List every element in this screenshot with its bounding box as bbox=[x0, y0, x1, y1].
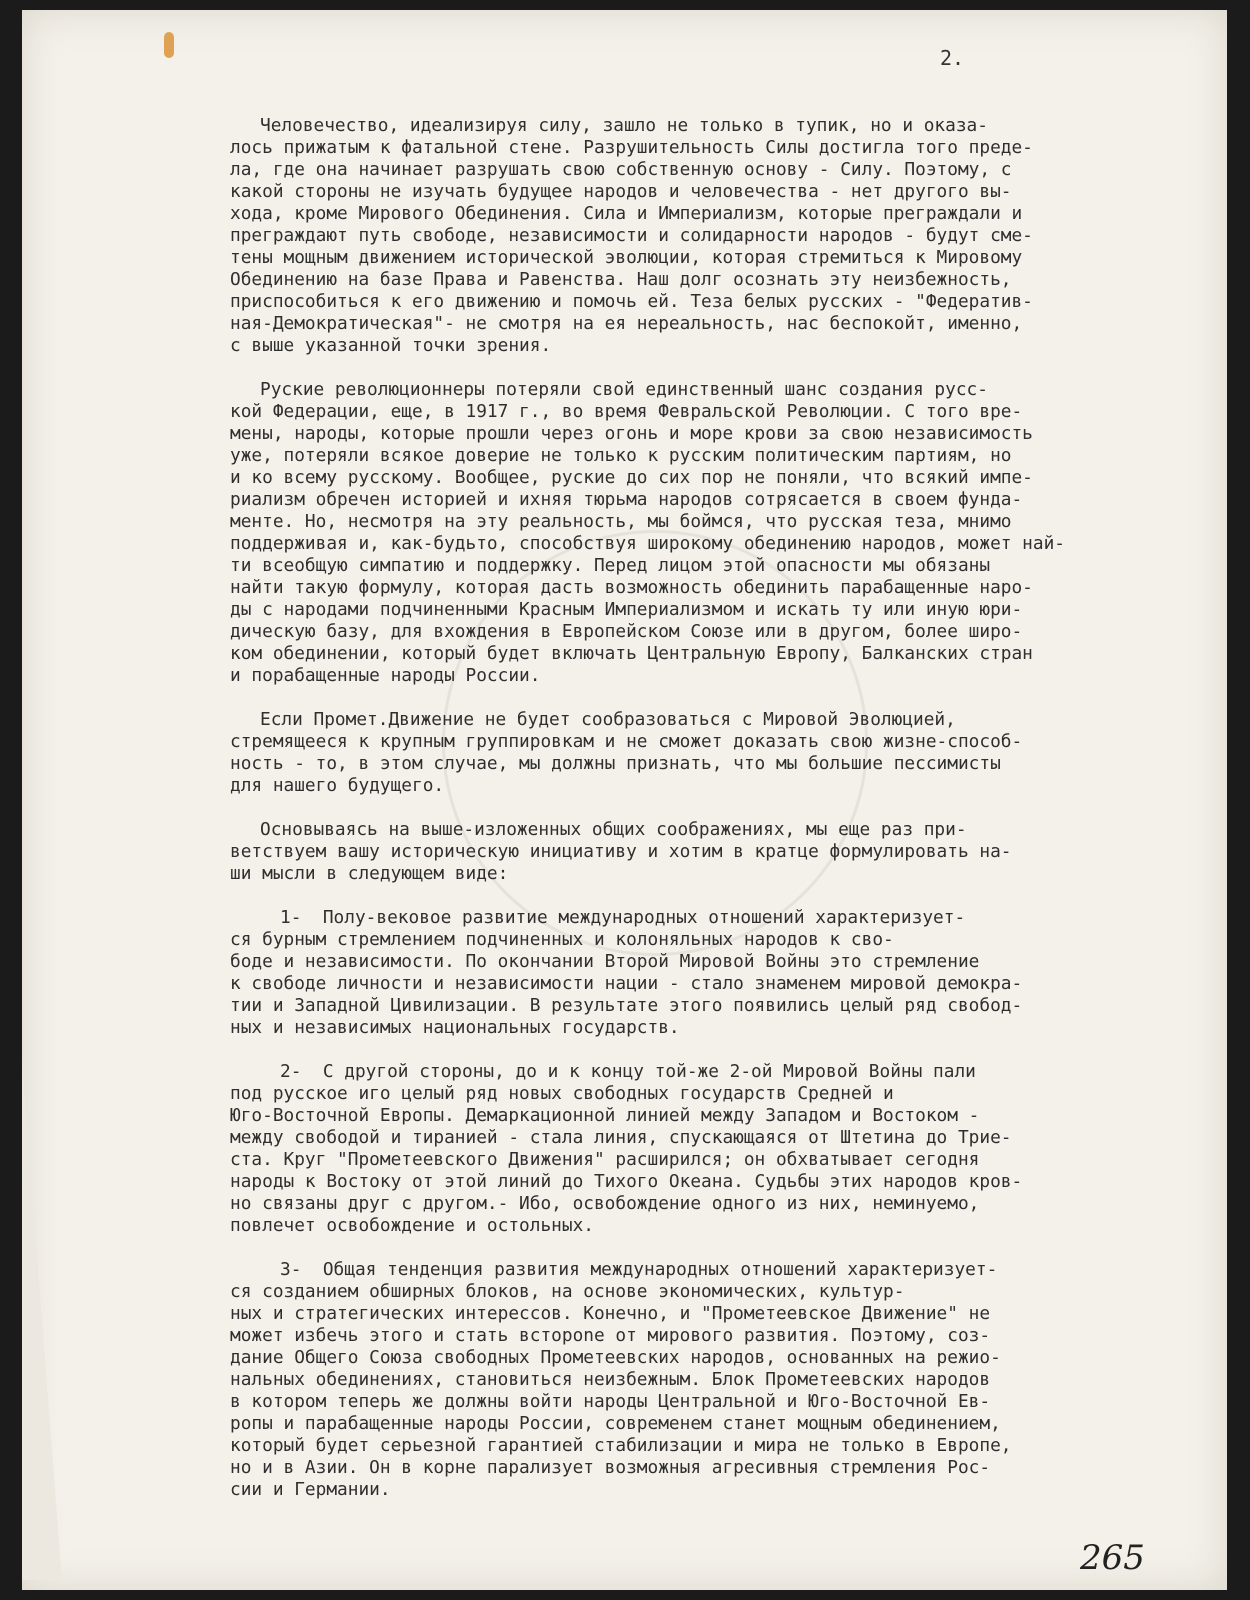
paragraph bbox=[230, 819, 1175, 885]
point-first-line bbox=[230, 1259, 1175, 1281]
text-line: ветствуем вашу историческую инициативу и хотим в кратце формулировать на- bbox=[230, 841, 1012, 862]
text-line: Руские революционнеры потеряли свой единственный шанс создания русс- bbox=[260, 379, 988, 400]
text-line: мены, народы, которые прошли через огонь и море крови за свою независимость bbox=[230, 423, 1033, 444]
text-line: сии и Германии. bbox=[230, 1479, 391, 1500]
numbered-point bbox=[230, 1061, 1175, 1237]
point-text: Полу-вековое развитие международных отношений характеризует- bbox=[322, 907, 966, 928]
point-number: 3- bbox=[280, 1259, 302, 1280]
text-line: в котором теперь же должны войти народы Центральной и Юго-Восточной Ев- bbox=[230, 1391, 991, 1412]
text-line: риализм обречен историей и ихняя тюрьма народов сотрясается в своем фунда- bbox=[230, 489, 1023, 510]
numbered-point bbox=[230, 907, 1175, 1039]
text-line: дание Общего Союза свободных Прометеевских народов, основанных на режио- bbox=[230, 1347, 1001, 1368]
text-line: ти всеобщую симпатию и поддержку. Перед лицом этой опасности мы обязаны bbox=[230, 555, 991, 576]
text-line: и ко всему русскому. Вообщее, руские до сих пор не поняли, что всякий импе- bbox=[230, 467, 1033, 488]
text-line: повлечет освобождение и остольных. bbox=[230, 1215, 594, 1236]
point-first-line bbox=[230, 907, 1175, 929]
text-line: с выше указанной точки зрения. bbox=[230, 335, 552, 356]
text-line: ды с народами подчиненными Красным Империализмом и искать ту или иную юри- bbox=[230, 599, 1023, 620]
text-line: Обединению на базе Права и Равенства. Наш долг осознать эту неизбежность, bbox=[230, 269, 1012, 290]
text-line: Основываясь на выше-изложенных общих соображениях, мы еще раз при- bbox=[260, 819, 967, 840]
text-line: ропы и парабащенные народы России, современем станет мощным обединением, bbox=[230, 1413, 1001, 1434]
text-line: ная-Демократическая"- не смотря на ея нереальность, нас беспокойт, именно, bbox=[230, 313, 1023, 334]
text-line: но и в Азии. Он в корне парализует возможныя агресивныя стремления Рос- bbox=[230, 1457, 991, 1478]
text-line: ность - то, в этом случае, мы должны признать, что мы большие пессимисты bbox=[230, 753, 1001, 774]
text-line: к свободе личности и независимости нации - стало знаменем мировой демокра- bbox=[230, 973, 1023, 994]
text-line: лось прижатым к фатальной стене. Разрушительность Силы достигла того преде- bbox=[230, 137, 1033, 158]
text-line: боде и независимости. По окончании Второй Мировой Войны это стремление bbox=[230, 951, 980, 972]
text-line: тии и Западной Цивилизации. В результате этого появились целый ряд свобод- bbox=[230, 995, 1023, 1016]
point-number: 2- bbox=[280, 1061, 302, 1082]
text-line: какой стороны не изучать будущее народов и человечества - нет другого вы- bbox=[230, 181, 1012, 202]
text-line: народы к Востоку от этой линий до Тихого Океана. Судьбы этих народов кров- bbox=[230, 1171, 1023, 1192]
text-line: Человечество, идеализируя силу, зашло не только в тупик, но и оказа- bbox=[260, 115, 988, 136]
text-line: ла, где она начинает разрушать свою собственную основу - Силу. Поэтому, с bbox=[230, 159, 1012, 180]
text-line: стремящееся к крупным группировкам и не сможет доказать свою жизне-способ- bbox=[230, 731, 1023, 752]
text-line: тены мощным движением исторической эволюции, которая стремиться к Мировому bbox=[230, 247, 1023, 268]
text-line: ста. Круг "Прометеевского Движения" расширился; он обхватывает сегодня bbox=[230, 1149, 980, 1170]
text-line: но связаны друг с другом.- Ибо, освобождение одного из них, неминуемо, bbox=[230, 1193, 980, 1214]
text-line: ши мысли в следующем виде: bbox=[230, 863, 509, 884]
text-line: между свободой и тиранией - стала линия, спускающаяся от Штетина до Трие- bbox=[230, 1127, 1012, 1148]
text-line: Если Промет.Движение не будет сообразоваться с Мировой Эволюцией, bbox=[260, 709, 956, 730]
text-line: кой Федерации, еще, в 1917 г., во время Февральской Революции. С того вре- bbox=[230, 401, 1023, 422]
text-line: ных и независимых национальных государств. bbox=[230, 1017, 680, 1038]
text-line: поддерживая и, как-будьто, способствуя широкому обединению народов, может най- bbox=[230, 533, 1066, 554]
text-line: нальных обединениях, становиться неизбежным. Блок Прометеевских народов bbox=[230, 1369, 991, 1390]
point-number: 1- bbox=[280, 907, 302, 928]
text-line: и порабащенные народы России. bbox=[230, 665, 541, 686]
handwritten-folio-number: 265 bbox=[1080, 1538, 1145, 1578]
page-number: 2. bbox=[940, 46, 965, 70]
point-first-line bbox=[230, 1061, 1175, 1083]
paper-fold bbox=[22, 1060, 62, 1580]
text-line: под русское иго целый ряд новых свободных государств Средней и bbox=[230, 1083, 894, 1104]
rust-stain bbox=[164, 32, 174, 58]
text-line: преграждают путь свободе, независимости и солидарности народов - будут сме- bbox=[230, 225, 1033, 246]
text-line: приспособиться к его движению и помочь ей. Теза белых русских - "Федератив- bbox=[230, 291, 1033, 312]
text-line: который будет серьезной гарантией стабилизации и мира не только в Европе, bbox=[230, 1435, 1012, 1456]
paragraph bbox=[230, 115, 1175, 357]
text-line: Юго-Восточной Европы. Демаркационной линией между Западом и Востоком - bbox=[230, 1105, 980, 1126]
point-text: Общая тенденция развития международных отношений характеризует- bbox=[322, 1259, 998, 1280]
text-line: ком обединении, который будет включать Центральную Европу, Балканских стран bbox=[230, 643, 1033, 664]
point-text: С другой стороны, до и к концу той-же 2-ой Мировой Войны пали bbox=[322, 1061, 976, 1082]
text-line: менте. Но, несмотря на эту реальность, мы боймся, что русская теза, мнимо bbox=[230, 511, 1012, 532]
paragraph bbox=[230, 379, 1175, 687]
text-line: ся созданием обширных блоков, на основе экономических, культур- bbox=[230, 1281, 905, 1302]
text-line: найти такую формулу, которая дасть возможность обединить парабащенные наро- bbox=[230, 577, 1033, 598]
text-line: для нашего будущего. bbox=[230, 775, 445, 796]
document-body bbox=[230, 115, 1175, 1523]
text-line: хода, кроме Мирового Обединения. Сила и Империализм, которые преграждали и bbox=[230, 203, 1023, 224]
text-line: ных и стратегических интерессов. Конечно, и "Прометеевское Движение" не bbox=[230, 1303, 991, 1324]
text-line: дическую базу, для вхождения в Европейском Союзе или в другом, более широ- bbox=[230, 621, 1023, 642]
text-line: уже, потеряли всякое доверие не только к русским политическим партиям, но bbox=[230, 445, 1012, 466]
paragraph bbox=[230, 709, 1175, 797]
numbered-point bbox=[230, 1259, 1175, 1501]
text-line: может избечь этого и стать всторone от мирового развития. Поэтому, соз- bbox=[230, 1325, 991, 1346]
text-line: ся бурным стремлением подчиненных и колоняльных народов к сво- bbox=[230, 929, 894, 950]
